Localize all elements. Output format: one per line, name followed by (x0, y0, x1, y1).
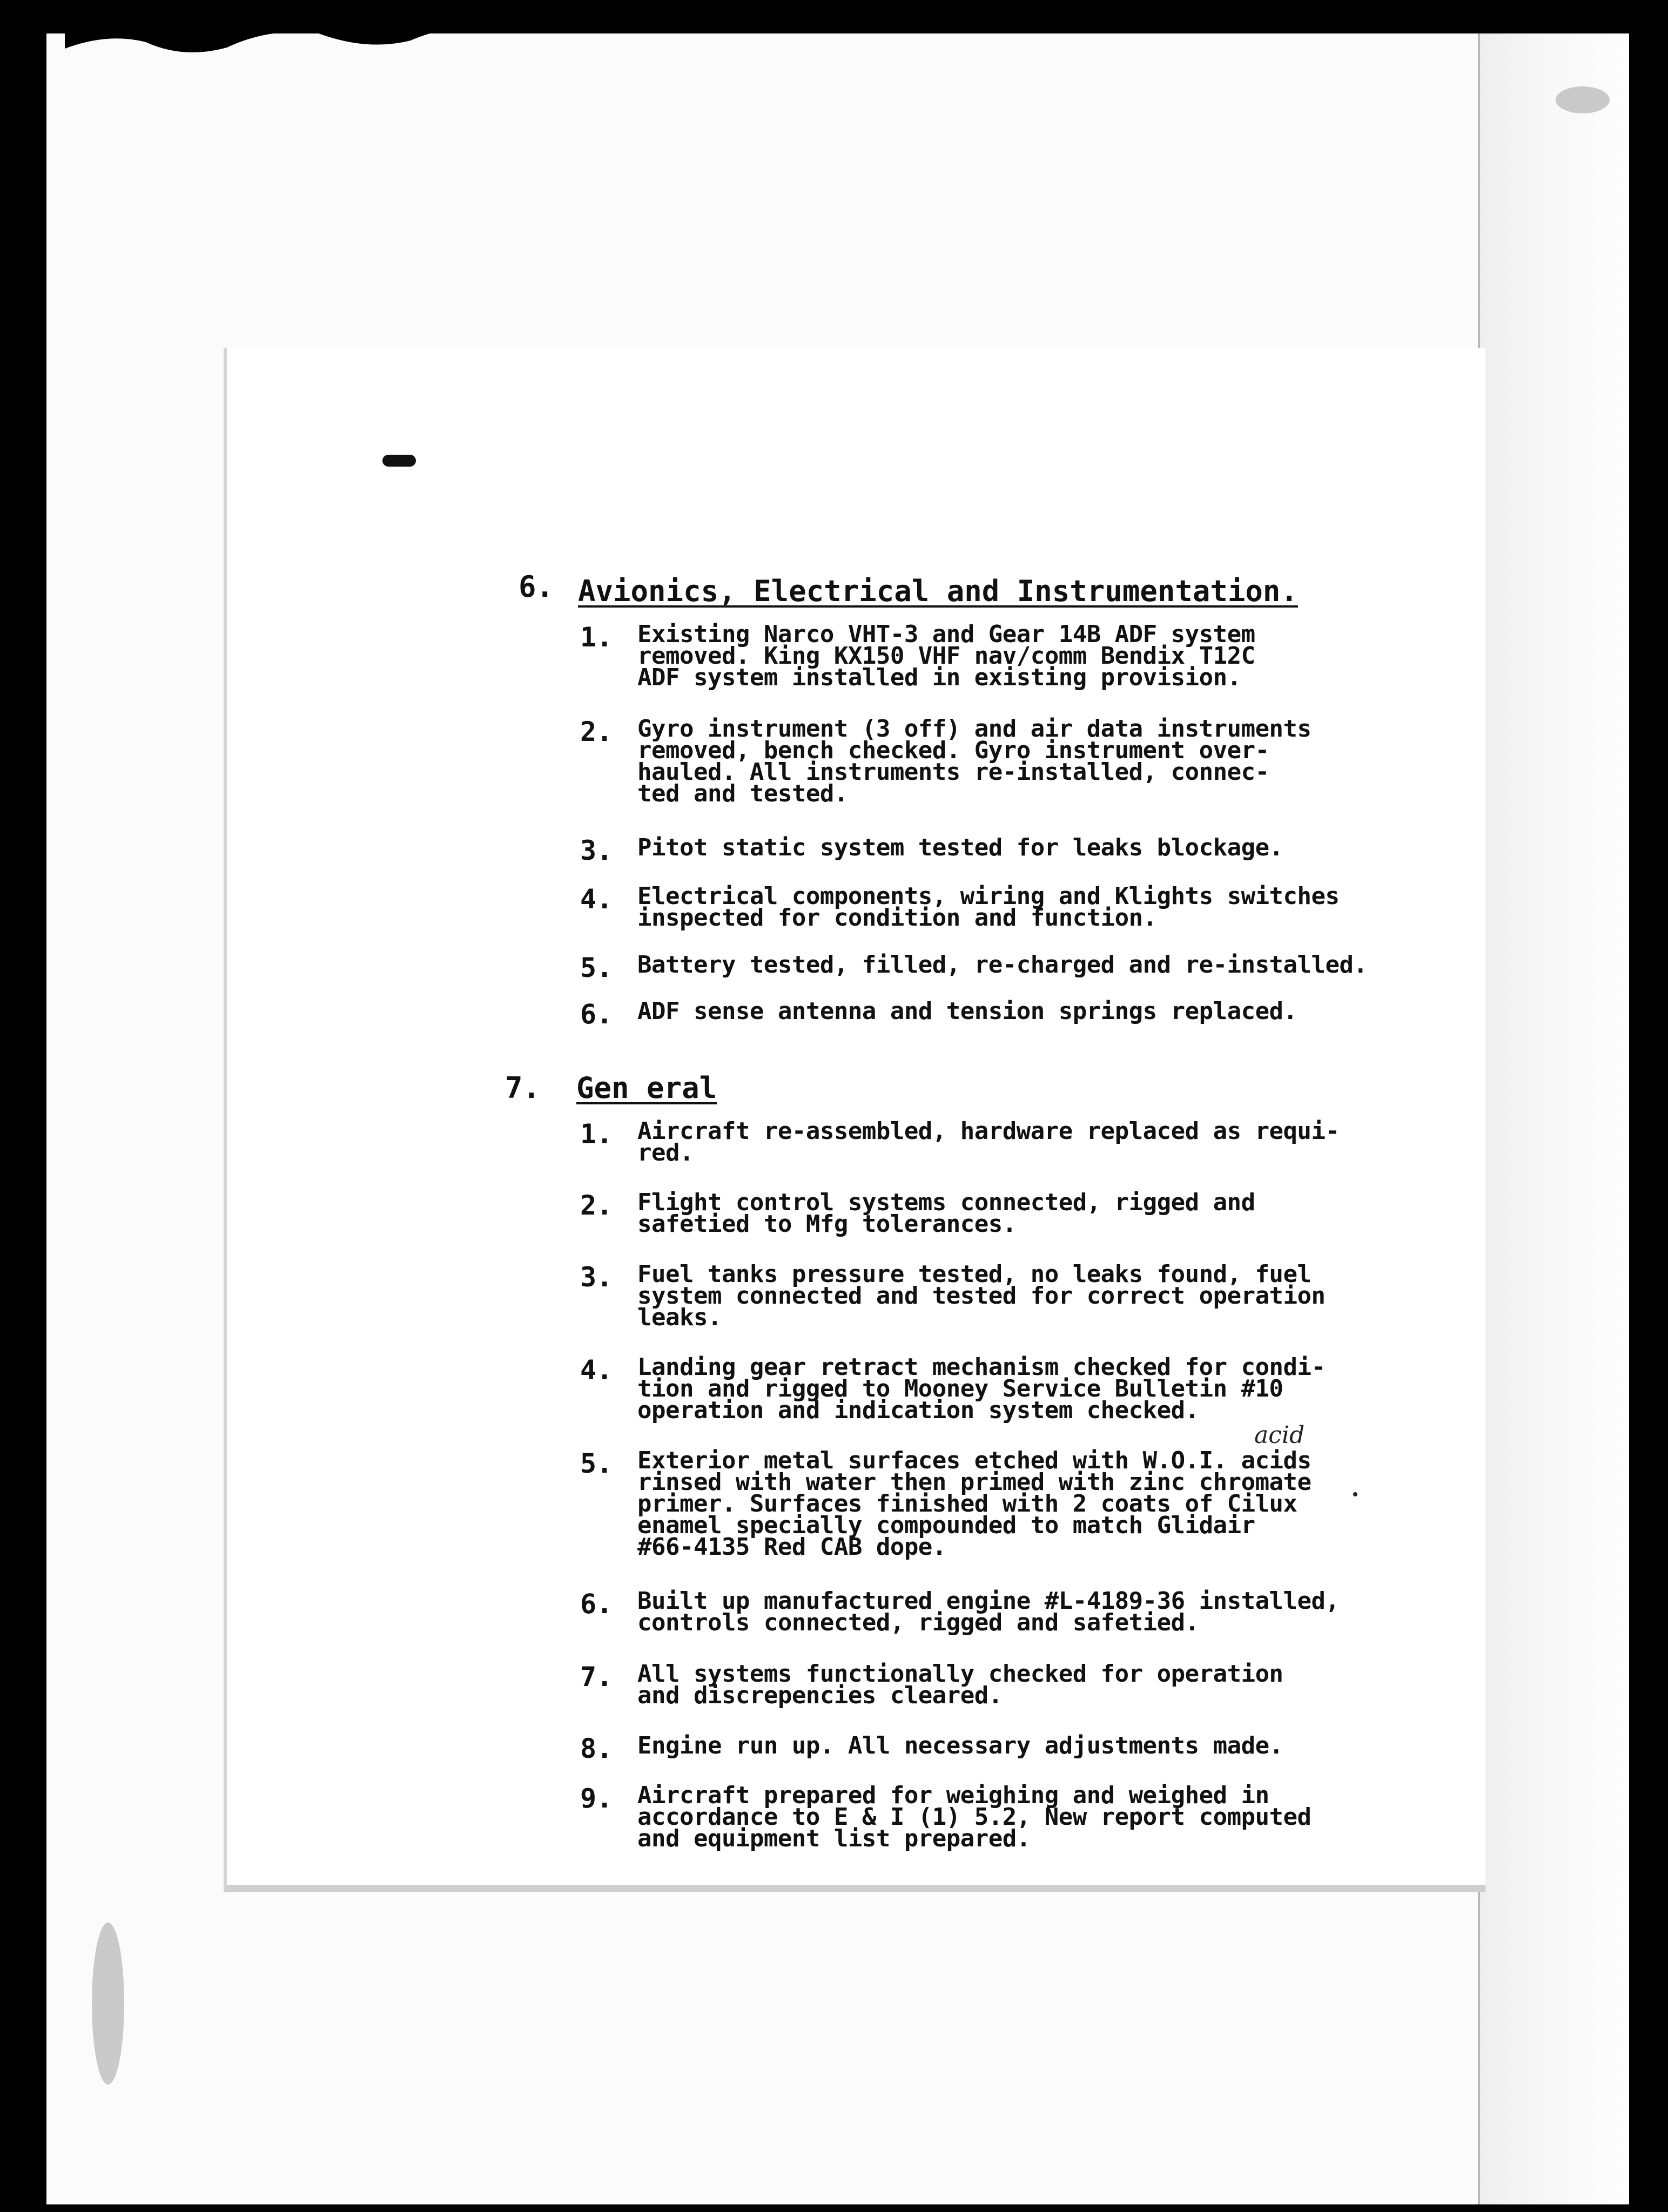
handwritten-annotation: acid (1254, 1421, 1305, 1449)
paper-right-margin (1480, 33, 1629, 2204)
item-number: 7. (580, 1661, 613, 1692)
item-number: 9. (580, 1783, 613, 1814)
item-text: Fuel tanks pressure tested, no leaks found, fuel system connected and tested for correct operation leaks. (637, 1260, 1326, 1331)
item-text: Existing Narco VHT-3 and Gear 14B ADF system removed. King KX150 VHF nav/comm Bendix T12C ADF system installed in existing provision. (637, 621, 1255, 691)
item-number: 5. (580, 952, 613, 983)
item-number: 5. (580, 1448, 613, 1479)
item-text: Pitot static system tested for leaks blockage. (637, 834, 1283, 861)
item-text: Exterior metal surfaces etched with W.O.I. acids rinsed with water then primed with zinc chromate primer. Surfaces finished with 2 coats of Cilux enamel specially compounded to match Glidair #66-4135 Red CAB dope. (637, 1447, 1311, 1561)
smudge-mark (1556, 86, 1610, 113)
item-text: Electrical components, wiring and Klights switches inspected for condition and function. (637, 882, 1340, 932)
item-number: 3. (580, 835, 613, 866)
item-number: 4. (580, 1354, 613, 1386)
section-number: 6. (519, 570, 554, 604)
item-text: Built up manufactured engine #L-4189-36 installed, controls connected, rigged and safetied. (637, 1587, 1340, 1636)
item-number: 3. (580, 1262, 613, 1293)
item-text: Flight control systems connected, rigged and safetied to Mfg tolerances. (637, 1189, 1255, 1238)
section-title: Gen eral (576, 1071, 717, 1105)
item-text: Landing gear retract mechanism checked for condi- tion and rigged to Mooney Service Bulletin #10 operation and indication system checked. (637, 1353, 1326, 1424)
item-text: All systems functionally checked for operation and discrepencies cleared. (637, 1660, 1283, 1709)
item-text: Gyro instrument (3 off) and air data instruments removed, bench checked. Gyro instrument over- hauled. All instruments re-installed, connec- ted and tested. (637, 715, 1311, 807)
item-number: 6. (580, 1588, 613, 1620)
section-number: 7. (505, 1071, 541, 1105)
item-number: 6. (580, 999, 613, 1030)
item-number: 2. (580, 1190, 613, 1221)
item-number: 8. (580, 1733, 613, 1764)
stray-mark (1353, 1492, 1357, 1496)
item-text: ADF sense antenna and tension springs replaced. (637, 997, 1297, 1025)
smudge-mark (92, 1923, 124, 2085)
item-text: Engine run up. All necessary adjustments made. (637, 1732, 1283, 1759)
item-number: 4. (580, 884, 613, 915)
item-number: 1. (580, 622, 613, 653)
section-title: Avionics, Electrical and Instrumentation. (578, 574, 1298, 608)
torn-edge (65, 0, 605, 65)
punch-mark (382, 455, 416, 467)
item-number: 2. (580, 716, 613, 747)
item-text: Aircraft prepared for weighing and weighed in accordance to E & I (1) 5.2, New report computed and equipment list prepared. (637, 1782, 1311, 1852)
item-text: Aircraft re-assembled, hardware replaced as requi- red. (637, 1117, 1340, 1166)
item-number: 1. (580, 1118, 613, 1150)
item-text: Battery tested, filled, re-charged and re-installed. (637, 951, 1368, 979)
